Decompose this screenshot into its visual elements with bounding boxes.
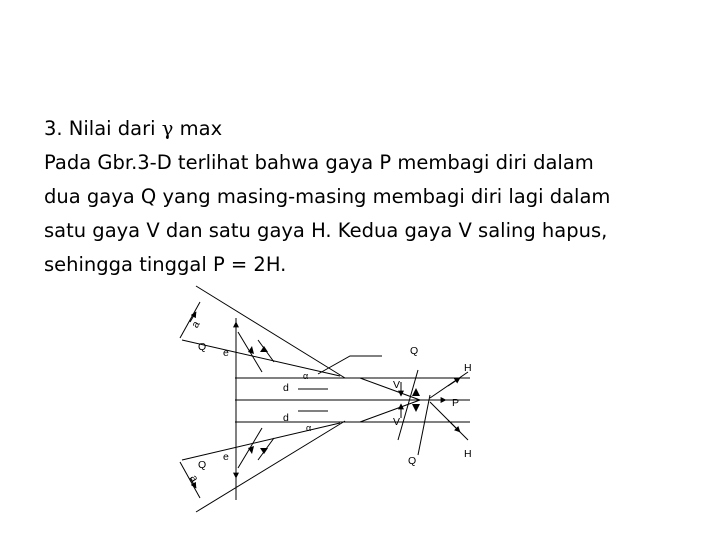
- tick-v-left-1: [412, 388, 420, 396]
- top-q-right: [360, 378, 420, 400]
- label-q-left-bottom: Q: [198, 459, 207, 471]
- label-v-top: V: [393, 379, 401, 391]
- lower-q-line: [182, 423, 340, 460]
- lower-slant-line: [196, 421, 345, 512]
- tick-v-left-2: [412, 404, 420, 412]
- label-h-bottom: H: [464, 448, 472, 460]
- label-alpha-bottom: α: [306, 423, 312, 433]
- paragraph-line-4: sehingga tinggal P = 2H.: [44, 253, 287, 276]
- label-q-right-bottom: Q: [408, 455, 417, 467]
- h-top-arrow: [448, 378, 460, 386]
- label-h-top: H: [464, 362, 472, 374]
- label-d-bottom: d: [283, 412, 289, 424]
- label-q-left-top: Q: [198, 341, 207, 353]
- label-e-bottom: e: [223, 451, 229, 463]
- gamma-symbol: γ: [161, 117, 174, 140]
- label-q-right-top: Q: [410, 345, 419, 357]
- bottom-q-right: [360, 400, 420, 422]
- label-alpha-top: α: [303, 371, 309, 381]
- upper-slant-line: [196, 286, 345, 378]
- paragraph-line-1: Pada Gbr.3-D terlihat bahwa gaya P membagi diri dalam: [44, 151, 594, 174]
- label-a-top: a: [189, 319, 203, 331]
- label-e-top: e: [223, 347, 229, 359]
- label-v-bottom: V: [393, 416, 401, 428]
- paragraph-line-2: dua gaya Q yang masing-masing membagi diri lagi dalam: [44, 185, 611, 208]
- heading-prefix: 3. Nilai dari: [44, 117, 162, 140]
- heading-suffix: max: [173, 117, 223, 140]
- tick-bottom-2: [260, 448, 268, 454]
- label-p: P: [452, 397, 460, 409]
- label-d-top: d: [283, 382, 289, 394]
- label-a-bottom: a: [187, 472, 201, 484]
- leader-line: [318, 356, 382, 374]
- paragraph-line-3: satu gaya V dan satu gaya H. Kedua gaya V saling hapus,: [44, 219, 608, 242]
- tick-top-2: [260, 346, 268, 352]
- a-top-dim: [180, 302, 203, 338]
